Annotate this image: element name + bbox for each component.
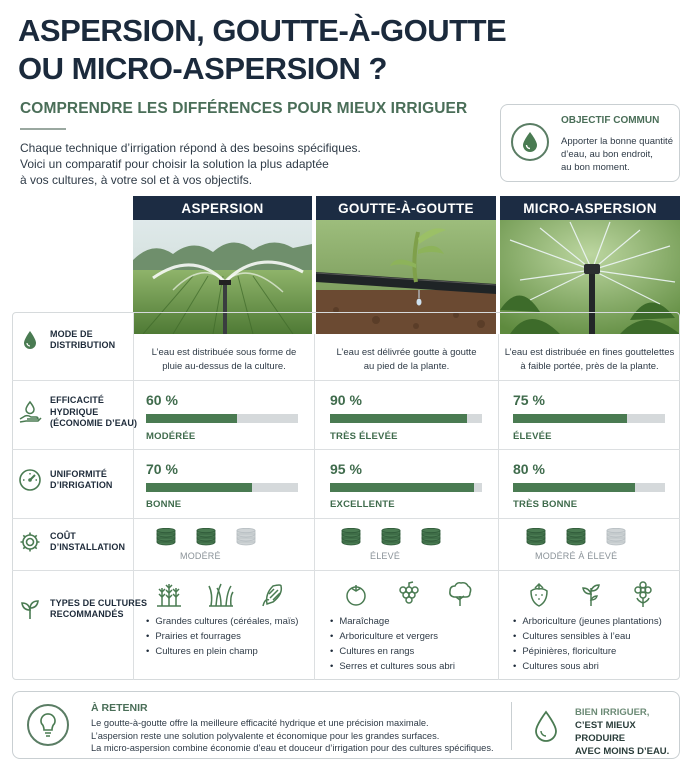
retenir-card bbox=[12, 691, 680, 759]
efficiency-bar-goutte-a-goutte bbox=[330, 414, 482, 423]
list-item: • Cultures sous abri bbox=[513, 659, 662, 674]
uniformity-value-micro-aspersion: 80 % bbox=[513, 461, 545, 477]
list-item: • Grandes cultures (céréales, maïs) bbox=[146, 614, 298, 629]
distribution-line: pluie au-dessus de la culture. bbox=[162, 360, 286, 372]
slogan bbox=[575, 706, 675, 758]
page-subtitle: COMPRENDRE LES DIFFÉRENCES POUR MIEUX IRRIGUER bbox=[20, 100, 468, 117]
water-drop-icon bbox=[18, 328, 42, 352]
list-item: • Cultures sensibles à l’eau bbox=[513, 629, 662, 644]
efficiency-value-goutte-a-goutte: 90 % bbox=[330, 392, 362, 408]
distribution-line: L’eau est distribuée en fines gouttelettes bbox=[504, 347, 675, 358]
row-label-line: RECOMMANDÉS bbox=[50, 609, 124, 619]
list-item: • Maraîchage bbox=[330, 614, 455, 629]
subtitle-divider bbox=[20, 128, 66, 130]
distribution-line: L’eau est distribuée sous forme de bbox=[151, 347, 297, 358]
crop-icons-goutte-a-goutte bbox=[342, 580, 474, 613]
row-label-line: D’IRRIGATION bbox=[50, 480, 113, 490]
uniformity-bar-aspersion bbox=[146, 483, 298, 492]
sprout-icon bbox=[18, 597, 42, 621]
water-drop-icon bbox=[533, 710, 559, 747]
distribution-aspersion bbox=[134, 346, 314, 373]
list-item: • Arboriculture et vergers bbox=[330, 629, 455, 644]
uniformity-bar-goutte-a-goutte bbox=[330, 483, 482, 492]
wheat-icon bbox=[155, 580, 183, 613]
tomato-icon bbox=[342, 580, 370, 613]
objective-line-1: Apporter la bonne quantité bbox=[561, 136, 673, 147]
crop-list-micro-aspersion bbox=[513, 614, 662, 674]
crop-icons-aspersion bbox=[155, 580, 287, 613]
distribution-line: au pied de la plante. bbox=[363, 360, 450, 372]
efficiency-bar-fill bbox=[330, 414, 467, 423]
hand-drop-icon bbox=[18, 400, 42, 424]
efficiency-quality-aspersion: MODÉRÉE bbox=[146, 431, 196, 442]
cost-coins-micro-aspersion bbox=[525, 528, 627, 551]
coin-stack-icon bbox=[420, 528, 442, 551]
uniformity-bar-fill bbox=[513, 483, 635, 492]
list-item: • Pépinières, floriculture bbox=[513, 644, 662, 659]
title-line-2: OU MICRO-ASPERSION ? bbox=[18, 51, 387, 86]
grass-icon bbox=[207, 580, 235, 613]
water-drop-icon bbox=[511, 123, 549, 161]
uniformity-quality-aspersion: BONNE bbox=[146, 499, 182, 510]
row-label-crops bbox=[18, 597, 147, 621]
slogan-line-2: C’EST MIEUX PRODUIRE bbox=[575, 720, 636, 744]
uniformity-bar-micro-aspersion bbox=[513, 483, 665, 492]
objective-title: OBJECTIF COMMUN bbox=[561, 115, 660, 126]
lightbulb-icon bbox=[27, 704, 69, 746]
uniformity-bar-fill bbox=[330, 483, 474, 492]
row-label-line: D’INSTALLATION bbox=[50, 542, 126, 552]
row-label-line: TYPES DE CULTURES bbox=[50, 597, 148, 608]
efficiency-bar-fill bbox=[146, 414, 237, 423]
cost-coins-goutte-a-goutte bbox=[340, 528, 442, 551]
row-label-cost bbox=[18, 530, 125, 554]
uniformity-quality-goutte-a-goutte: EXCELLENTE bbox=[330, 499, 395, 510]
objective-card bbox=[500, 104, 680, 182]
distribution-micro-aspersion bbox=[499, 346, 680, 373]
column-divider bbox=[498, 334, 499, 680]
strawberry-icon bbox=[525, 580, 553, 613]
efficiency-bar-fill bbox=[513, 414, 627, 423]
crop-icons-micro-aspersion bbox=[525, 580, 657, 613]
retenir-divider bbox=[511, 702, 512, 750]
intro-line-3: à vos cultures, à votre sol et à vos objectifs. bbox=[20, 173, 253, 187]
retenir-line-1: Le goutte-à-goutte offre la meilleure efficacité hydrique et une précision maximale. bbox=[91, 718, 429, 728]
objective-line-2: d’eau, au bon endroit, bbox=[561, 149, 653, 160]
crop-list-goutte-a-goutte bbox=[330, 614, 455, 674]
grape-icon bbox=[394, 580, 422, 613]
row-label-line: EFFICACITÉ bbox=[50, 395, 104, 405]
row-divider bbox=[12, 449, 680, 450]
retenir-line-3: La micro-aspersion combine économie d’eau et douceur d’irrigation pour des cultures spécifiques. bbox=[91, 743, 494, 753]
retenir-line-2: L’aspersion reste une solution polyvalente et économique pour les grandes surfaces. bbox=[91, 730, 440, 741]
column-header-micro-aspersion: MICRO-ASPERSION bbox=[500, 196, 680, 220]
seedling-icon bbox=[577, 580, 605, 613]
row-label-line: (ÉCONOMIE D’EAU) bbox=[50, 418, 138, 428]
coin-stack-icon bbox=[380, 528, 402, 551]
row-label-distribution bbox=[18, 328, 115, 352]
coin-stack-icon bbox=[235, 528, 257, 551]
gauge-icon bbox=[18, 468, 42, 492]
cost-label-aspersion: MODÉRÉ bbox=[180, 551, 221, 561]
list-item: • Prairies et fourrages bbox=[146, 629, 298, 644]
distribution-goutte-a-goutte bbox=[315, 346, 498, 373]
efficiency-value-aspersion: 60 % bbox=[146, 392, 178, 408]
efficiency-value-micro-aspersion: 75 % bbox=[513, 392, 545, 408]
efficiency-bar-aspersion bbox=[146, 414, 298, 423]
title-line-1: ASPERSION, GOUTTE-À-GOUTTE bbox=[18, 13, 507, 48]
efficiency-bar-micro-aspersion bbox=[513, 414, 665, 423]
uniformity-value-goutte-a-goutte: 95 % bbox=[330, 461, 362, 477]
list-item: • Serres et cultures sous abri bbox=[330, 659, 455, 674]
coin-stack-icon bbox=[565, 528, 587, 551]
row-divider bbox=[12, 380, 680, 381]
slogan-line-3: AVEC MOINS D’EAU. bbox=[575, 746, 670, 757]
objective-line-3: au bon moment. bbox=[561, 162, 630, 173]
cost-label-goutte-a-goutte: ÉLEVÉ bbox=[370, 551, 401, 561]
distribution-line: à faible portée, près de la plante. bbox=[520, 360, 659, 372]
efficiency-quality-micro-aspersion: ÉLEVÉE bbox=[513, 431, 552, 442]
row-label-line: MODE DE bbox=[50, 328, 93, 339]
column-divider bbox=[314, 334, 315, 680]
row-label-line: UNIFORMITÉ bbox=[50, 468, 107, 479]
intro-line-2: Voici un comparatif pour choisir la solution la plus adaptée bbox=[20, 157, 329, 171]
distribution-line: L’eau est délivrée goutte à goutte bbox=[336, 347, 477, 358]
uniformity-quality-micro-aspersion: TRÈS BONNE bbox=[513, 499, 578, 510]
slogan-line-1: BIEN IRRIGUER, bbox=[575, 707, 650, 718]
retenir-text bbox=[91, 717, 501, 755]
uniformity-bar-fill bbox=[146, 483, 252, 492]
objective-text bbox=[561, 135, 673, 174]
row-label-line: DISTRIBUTION bbox=[50, 340, 116, 350]
efficiency-quality-goutte-a-goutte: TRÈS ÉLEVÉE bbox=[330, 431, 398, 442]
column-header-goutte-a-goutte: GOUTTE-À-GOUTTE bbox=[316, 196, 496, 220]
row-divider bbox=[12, 570, 680, 571]
retenir-title: À RETENIR bbox=[91, 702, 148, 714]
row-label-line: COÛT bbox=[50, 530, 76, 541]
crop-list-aspersion bbox=[146, 614, 298, 659]
list-item: • Cultures en plein champ bbox=[146, 644, 298, 659]
cost-label-micro-aspersion: MODÉRÉ À ÉLEVÉ bbox=[535, 551, 618, 561]
corn-icon bbox=[259, 580, 287, 613]
coin-stack-icon bbox=[155, 528, 177, 551]
intro-text bbox=[20, 140, 380, 188]
list-item: • Arboriculture (jeunes plantations) bbox=[513, 614, 662, 629]
column-header-aspersion: ASPERSION bbox=[133, 196, 312, 220]
row-label-line: HYDRIQUE bbox=[50, 406, 99, 417]
gear-icon bbox=[18, 530, 42, 554]
row-divider bbox=[12, 518, 680, 519]
tree-icon bbox=[446, 580, 474, 613]
intro-line-1: Chaque technique d’irrigation répond à des besoins spécifiques. bbox=[20, 141, 361, 155]
list-item: • Cultures en rangs bbox=[330, 644, 455, 659]
row-label-uniformity bbox=[18, 468, 113, 492]
row-label-efficiency bbox=[18, 395, 137, 430]
flower-icon bbox=[629, 580, 657, 613]
cost-coins-aspersion bbox=[155, 528, 257, 551]
coin-stack-icon bbox=[605, 528, 627, 551]
page-title bbox=[18, 12, 578, 88]
coin-stack-icon bbox=[525, 528, 547, 551]
coin-stack-icon bbox=[340, 528, 362, 551]
uniformity-value-aspersion: 70 % bbox=[146, 461, 178, 477]
coin-stack-icon bbox=[195, 528, 217, 551]
